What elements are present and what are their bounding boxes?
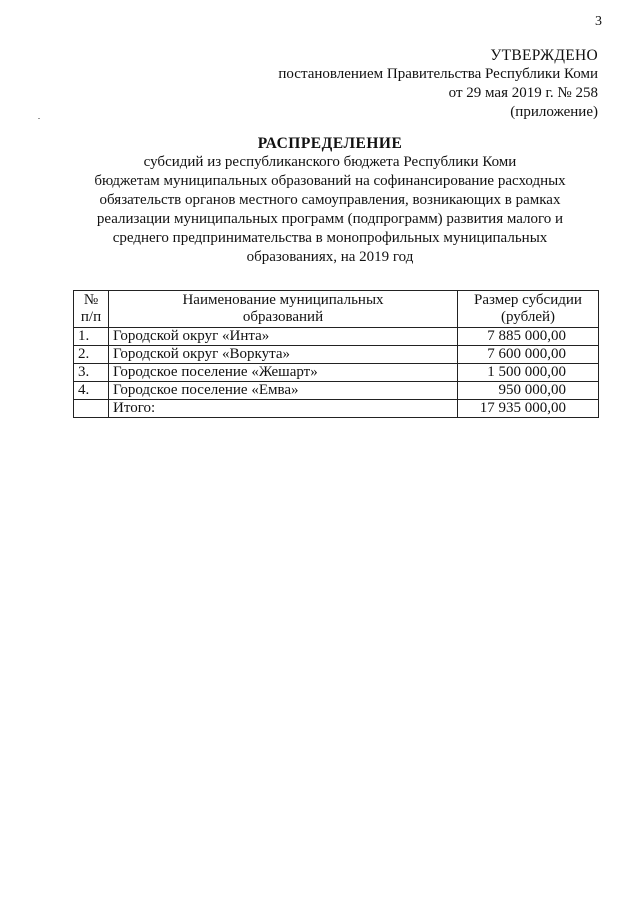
row-name: Городское поселение «Емва» [109, 382, 458, 400]
heading-line: бюджетам муниципальных образований на софинансирование расходных [94, 173, 566, 189]
heading-line: субсидий из республиканского бюджета Республики Коми [143, 154, 517, 170]
heading-line: обязательств органов местного самоуправления, возникающих в рамках [99, 192, 561, 208]
header-amount-line-1: Размер субсидии [474, 292, 582, 308]
heading-line: реализации муниципальных программ (подпрограмм) развития малого и [96, 211, 564, 227]
total-label: Итого: [109, 400, 458, 418]
header-name-line-2: образований [242, 309, 324, 325]
row-number: 3. [74, 364, 109, 382]
header-number [74, 291, 109, 328]
header-number-line-2: п/п [80, 309, 102, 325]
header-number-line-1: № [83, 292, 99, 308]
subsidy-table [73, 290, 599, 418]
row-amount: 950 000,00 [458, 382, 599, 400]
table-row [74, 346, 599, 364]
header-name [109, 291, 458, 328]
heading-line: образованиях, на 2019 год [246, 249, 414, 265]
approval-line-3: (приложение) [510, 104, 598, 120]
row-number: 1. [74, 328, 109, 346]
heading-line: среднего предпринимательства в монопрофильных муниципальных [112, 230, 548, 246]
approval-title: УТВЕРЖДЕНО [490, 47, 598, 64]
row-amount: 1 500 000,00 [458, 364, 599, 382]
approval-line-1: постановлением Правительства Республики Коми [278, 66, 598, 82]
document-heading [80, 134, 580, 267]
header-name-line-1: Наименование муниципальных [182, 292, 384, 308]
row-name: Городской округ «Воркута» [109, 346, 458, 364]
page-number: 3 [595, 14, 602, 29]
table-row [74, 364, 599, 382]
table-row [74, 328, 599, 346]
row-name: Городской округ «Инта» [109, 328, 458, 346]
row-number: 2. [74, 346, 109, 364]
approval-line-2: от 29 мая 2019 г. № 258 [448, 85, 598, 101]
header-amount-line-2: (рублей) [500, 309, 556, 325]
table-total-row [74, 400, 599, 418]
document-title: РАСПРЕДЕЛЕНИЕ [257, 135, 403, 152]
total-amount: 17 935 000,00 [458, 400, 599, 418]
row-number: 4. [74, 382, 109, 400]
approval-block [278, 46, 598, 122]
row-amount: 7 600 000,00 [458, 346, 599, 364]
row-name: Городское поселение «Жешарт» [109, 364, 458, 382]
table-header-row [74, 291, 599, 328]
margin-mark [38, 118, 40, 119]
row-amount: 7 885 000,00 [458, 328, 599, 346]
total-number [74, 400, 109, 418]
header-amount [458, 291, 599, 328]
table-row [74, 382, 599, 400]
